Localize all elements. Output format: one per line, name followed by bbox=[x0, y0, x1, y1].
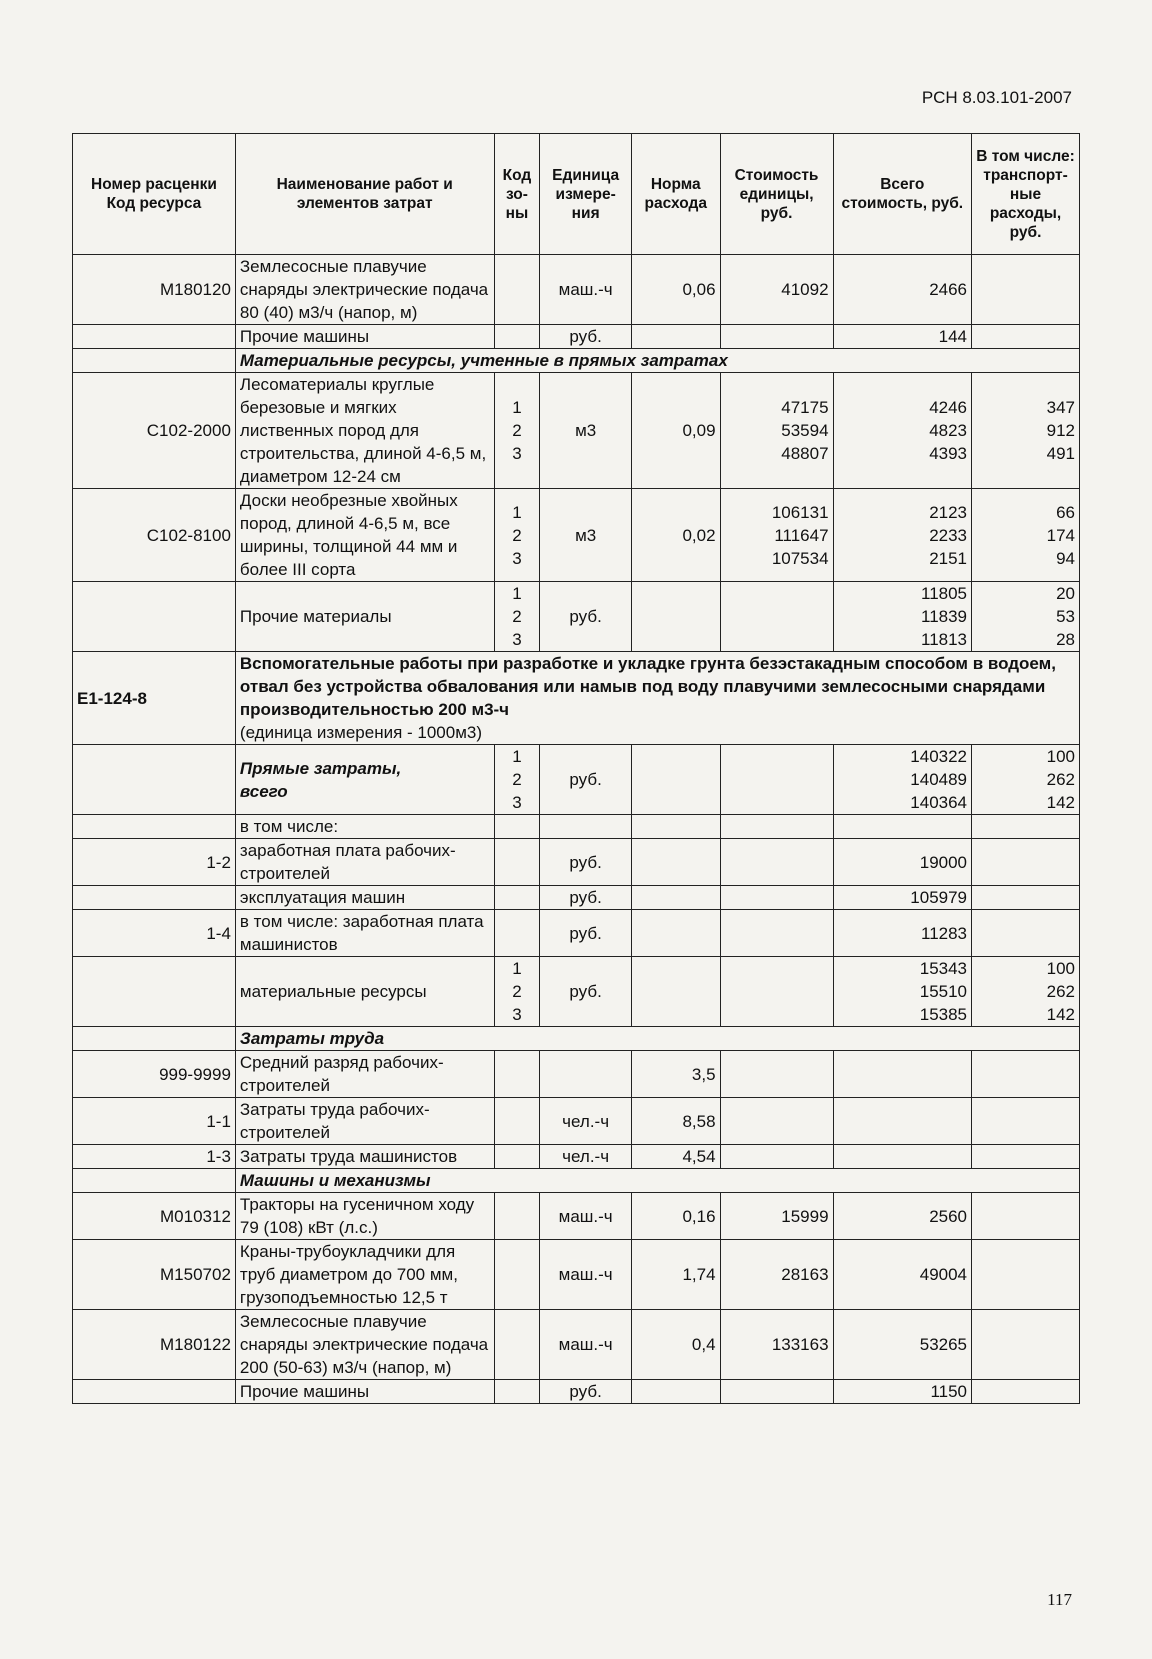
table-row bbox=[73, 957, 1080, 1027]
transport-cell bbox=[972, 1380, 1080, 1404]
unit-cell: чел.-ч bbox=[540, 1098, 632, 1145]
zone-cell bbox=[494, 886, 540, 910]
rate-code: Е1-124-8 bbox=[73, 652, 236, 745]
rate-title-text: Вспомогательные работы при разработке и укладке грунта безэстакадным способом в водоем, отвал без устройства обвалования или намыв под воду плавучими землесосными снарядами производительностью 200 м3-ч bbox=[239, 654, 1056, 719]
resource-name: Доски необрезные хвойных пород, длиной 4-6,5 м, все ширины, толщиной 44 мм и более III сорта bbox=[235, 489, 494, 582]
total-cell: 144 bbox=[833, 325, 971, 349]
total-cell: 19000 bbox=[833, 839, 971, 886]
total-cell: 2123 2233 2151 bbox=[833, 489, 971, 582]
zone-cell bbox=[494, 1380, 540, 1404]
page-number: 117 bbox=[1047, 1590, 1072, 1609]
unit-cost-cell: 133163 bbox=[720, 1310, 833, 1380]
table-row bbox=[73, 745, 1080, 815]
resource-code: С102-8100 bbox=[73, 489, 236, 582]
unit-cost-cell: 41092 bbox=[720, 255, 833, 325]
resource-code: 1-2 bbox=[73, 839, 236, 886]
norm-cell: 3,5 bbox=[631, 1051, 720, 1098]
resource-name: Прочие машины bbox=[235, 1380, 494, 1404]
transport-cell bbox=[972, 1240, 1080, 1310]
unit-cell bbox=[540, 815, 632, 839]
resource-code: М010312 bbox=[73, 1193, 236, 1240]
transport-cell bbox=[972, 1193, 1080, 1240]
unit-cell: чел.-ч bbox=[540, 1145, 632, 1169]
transport-cell bbox=[972, 1145, 1080, 1169]
header-row bbox=[73, 134, 1080, 255]
norm-cell bbox=[631, 1380, 720, 1404]
unit-cost-cell bbox=[720, 957, 833, 1027]
unit-cell: руб. bbox=[540, 910, 632, 957]
norm-cell bbox=[631, 582, 720, 652]
total-cell bbox=[833, 815, 971, 839]
zone-cell bbox=[494, 839, 540, 886]
header-transport: В том числе: транспорт-ные расходы, руб. bbox=[972, 134, 1080, 255]
total-cell: 49004 bbox=[833, 1240, 971, 1310]
total-cell: 2466 bbox=[833, 255, 971, 325]
rates-table bbox=[72, 133, 1080, 1404]
resource-name: заработная плата рабочих-строителей bbox=[235, 839, 494, 886]
table-row bbox=[73, 255, 1080, 325]
unit-cell: руб. bbox=[540, 886, 632, 910]
transport-cell bbox=[972, 1310, 1080, 1380]
unit-cell: м3 bbox=[540, 373, 632, 489]
zone-cell bbox=[494, 325, 540, 349]
zone-cell: 1 2 3 bbox=[494, 745, 540, 815]
table-row bbox=[73, 325, 1080, 349]
resource-code bbox=[73, 1380, 236, 1404]
resource-code bbox=[73, 886, 236, 910]
resource-name: эксплуатация машин bbox=[235, 886, 494, 910]
header-norm: Норма расхода bbox=[631, 134, 720, 255]
resource-name: в том числе: заработная плата машинистов bbox=[235, 910, 494, 957]
unit-cost-cell: 106131 111647 107534 bbox=[720, 489, 833, 582]
table-row bbox=[73, 815, 1080, 839]
resource-name: Средний разряд рабочих-строителей bbox=[235, 1051, 494, 1098]
unit-cost-cell: 15999 bbox=[720, 1193, 833, 1240]
section-title-labor: Затраты труда bbox=[235, 1027, 1079, 1051]
resource-name: Землесосные плавучие снаряды электрические подача 200 (50-63) м3/ч (напор, м) bbox=[235, 1310, 494, 1380]
total-cell: 11805 11839 11813 bbox=[833, 582, 971, 652]
unit-cell: маш.-ч bbox=[540, 1310, 632, 1380]
section-row bbox=[73, 349, 1080, 373]
resource-code bbox=[73, 582, 236, 652]
resource-name: Краны-трубоукладчики для труб диаметром до 700 мм, грузоподъемностью 12,5 т bbox=[235, 1240, 494, 1310]
norm-cell: 8,58 bbox=[631, 1098, 720, 1145]
norm-cell bbox=[631, 957, 720, 1027]
norm-cell: 0,09 bbox=[631, 373, 720, 489]
total-cell: 1150 bbox=[833, 1380, 971, 1404]
unit-cell: руб. bbox=[540, 745, 632, 815]
unit-cell: руб. bbox=[540, 1380, 632, 1404]
unit-cell: маш.-ч bbox=[540, 1240, 632, 1310]
zone-cell bbox=[494, 1051, 540, 1098]
unit-cost-cell bbox=[720, 815, 833, 839]
header-zone: Код зо-ны bbox=[494, 134, 540, 255]
unit-cost-cell bbox=[720, 745, 833, 815]
unit-cell: руб. bbox=[540, 957, 632, 1027]
unit-cell bbox=[540, 1051, 632, 1098]
section-row bbox=[73, 1027, 1080, 1051]
table-row bbox=[73, 839, 1080, 886]
resource-code: М150702 bbox=[73, 1240, 236, 1310]
header-name: Наименование работ и элементов затрат bbox=[235, 134, 494, 255]
resource-code: 1-4 bbox=[73, 910, 236, 957]
zone-cell: 1 2 3 bbox=[494, 489, 540, 582]
unit-cell: маш.-ч bbox=[540, 255, 632, 325]
rate-group-header bbox=[73, 652, 1080, 745]
table-row bbox=[73, 582, 1080, 652]
norm-cell: 0,06 bbox=[631, 255, 720, 325]
transport-cell: 100 262 142 bbox=[972, 957, 1080, 1027]
norm-cell bbox=[631, 325, 720, 349]
zone-cell bbox=[494, 1310, 540, 1380]
total-cell: 15343 15510 15385 bbox=[833, 957, 971, 1027]
section-row bbox=[73, 1169, 1080, 1193]
table-row bbox=[73, 1380, 1080, 1404]
table-row bbox=[73, 886, 1080, 910]
zone-cell bbox=[494, 910, 540, 957]
table-row bbox=[73, 1098, 1080, 1145]
unit-cell: руб. bbox=[540, 582, 632, 652]
transport-cell bbox=[972, 325, 1080, 349]
unit-cell: руб. bbox=[540, 839, 632, 886]
zone-cell bbox=[494, 1240, 540, 1310]
zone-cell bbox=[494, 815, 540, 839]
norm-cell: 0,02 bbox=[631, 489, 720, 582]
resource-code bbox=[73, 957, 236, 1027]
norm-cell bbox=[631, 745, 720, 815]
resource-name: материальные ресурсы bbox=[235, 957, 494, 1027]
resource-code bbox=[73, 745, 236, 815]
unit-cost-cell bbox=[720, 886, 833, 910]
table-row bbox=[73, 1051, 1080, 1098]
total-cell: 11283 bbox=[833, 910, 971, 957]
zone-cell: 1 2 3 bbox=[494, 957, 540, 1027]
resource-code: 1-1 bbox=[73, 1098, 236, 1145]
zone-cell bbox=[494, 1145, 540, 1169]
norm-cell bbox=[631, 886, 720, 910]
transport-cell bbox=[972, 815, 1080, 839]
zone-cell: 1 2 3 bbox=[494, 373, 540, 489]
table-row bbox=[73, 1145, 1080, 1169]
transport-cell: 20 53 28 bbox=[972, 582, 1080, 652]
section-code-cell bbox=[73, 1027, 236, 1051]
table-row bbox=[73, 1310, 1080, 1380]
unit-cost-cell: 47175 53594 48807 bbox=[720, 373, 833, 489]
total-cell: 140322 140489 140364 bbox=[833, 745, 971, 815]
resource-name: Затраты труда рабочих-строителей bbox=[235, 1098, 494, 1145]
table-row bbox=[73, 489, 1080, 582]
zone-cell bbox=[494, 1193, 540, 1240]
unit-cell: руб. bbox=[540, 325, 632, 349]
total-cell: 4246 4823 4393 bbox=[833, 373, 971, 489]
resource-name: Затраты труда машинистов bbox=[235, 1145, 494, 1169]
total-cell bbox=[833, 1098, 971, 1145]
rate-measure: (единица измерения - 1000м3) bbox=[239, 723, 483, 742]
total-cell bbox=[833, 1145, 971, 1169]
unit-cell: маш.-ч bbox=[540, 1193, 632, 1240]
transport-cell: 347 912 491 bbox=[972, 373, 1080, 489]
total-cell bbox=[833, 1051, 971, 1098]
section-code-cell bbox=[73, 1169, 236, 1193]
unit-cost-cell: 28163 bbox=[720, 1240, 833, 1310]
resource-name: Землесосные плавучие снаряды электрические подача 80 (40) м3/ч (напор, м) bbox=[235, 255, 494, 325]
resource-code bbox=[73, 325, 236, 349]
header-code: Номер расценки Код ресурса bbox=[73, 134, 236, 255]
resource-code: 999-9999 bbox=[73, 1051, 236, 1098]
transport-cell: 100 262 142 bbox=[972, 745, 1080, 815]
unit-cost-cell bbox=[720, 1098, 833, 1145]
zone-cell: 1 2 3 bbox=[494, 582, 540, 652]
section-title-materials: Материальные ресурсы, учтенные в прямых затратах bbox=[235, 349, 1079, 373]
norm-cell bbox=[631, 910, 720, 957]
transport-cell bbox=[972, 1098, 1080, 1145]
norm-cell: 4,54 bbox=[631, 1145, 720, 1169]
resource-name: Прочие машины bbox=[235, 325, 494, 349]
transport-cell: 66 174 94 bbox=[972, 489, 1080, 582]
resource-code: М180120 bbox=[73, 255, 236, 325]
header-unit-cost: Стоимость единицы, руб. bbox=[720, 134, 833, 255]
table-row bbox=[73, 1240, 1080, 1310]
unit-cost-cell bbox=[720, 582, 833, 652]
resource-name: Лесоматериалы круглые березовые и мягких лиственных пород для строительства, длиной 4-6,5 м, диаметром 12-24 см bbox=[235, 373, 494, 489]
resource-name: Прямые затраты, всего bbox=[235, 745, 494, 815]
norm-cell: 1,74 bbox=[631, 1240, 720, 1310]
table-row bbox=[73, 373, 1080, 489]
resource-code: 1-3 bbox=[73, 1145, 236, 1169]
norm-cell: 0,16 bbox=[631, 1193, 720, 1240]
unit-cost-cell bbox=[720, 1380, 833, 1404]
norm-cell bbox=[631, 815, 720, 839]
norm-cell: 0,4 bbox=[631, 1310, 720, 1380]
unit-cost-cell bbox=[720, 1051, 833, 1098]
transport-cell bbox=[972, 839, 1080, 886]
resource-code: С102-2000 bbox=[73, 373, 236, 489]
transport-cell bbox=[972, 886, 1080, 910]
section-code-cell bbox=[73, 349, 236, 373]
resource-name: Прочие материалы bbox=[235, 582, 494, 652]
total-cell: 2560 bbox=[833, 1193, 971, 1240]
unit-cost-cell bbox=[720, 839, 833, 886]
document-standard-code: РСН 8.03.101-2007 bbox=[921, 88, 1072, 107]
header-unit: Единица измере-ния bbox=[540, 134, 632, 255]
zone-cell bbox=[494, 1098, 540, 1145]
resource-name: Тракторы на гусеничном ходу 79 (108) кВт (л.с.) bbox=[235, 1193, 494, 1240]
resource-name: в том числе: bbox=[235, 815, 494, 839]
transport-cell bbox=[972, 1051, 1080, 1098]
resource-code: М180122 bbox=[73, 1310, 236, 1380]
table-row bbox=[73, 910, 1080, 957]
norm-cell bbox=[631, 839, 720, 886]
total-cell: 53265 bbox=[833, 1310, 971, 1380]
unit-cost-cell bbox=[720, 1145, 833, 1169]
table-row bbox=[73, 1193, 1080, 1240]
rate-title bbox=[235, 652, 1079, 745]
unit-cell: м3 bbox=[540, 489, 632, 582]
resource-code bbox=[73, 815, 236, 839]
total-cell: 105979 bbox=[833, 886, 971, 910]
unit-cost-cell bbox=[720, 910, 833, 957]
unit-cost-cell bbox=[720, 325, 833, 349]
transport-cell bbox=[972, 910, 1080, 957]
zone-cell bbox=[494, 255, 540, 325]
section-title-machines: Машины и механизмы bbox=[235, 1169, 1079, 1193]
transport-cell bbox=[972, 255, 1080, 325]
header-total: Всего стоимость, руб. bbox=[833, 134, 971, 255]
